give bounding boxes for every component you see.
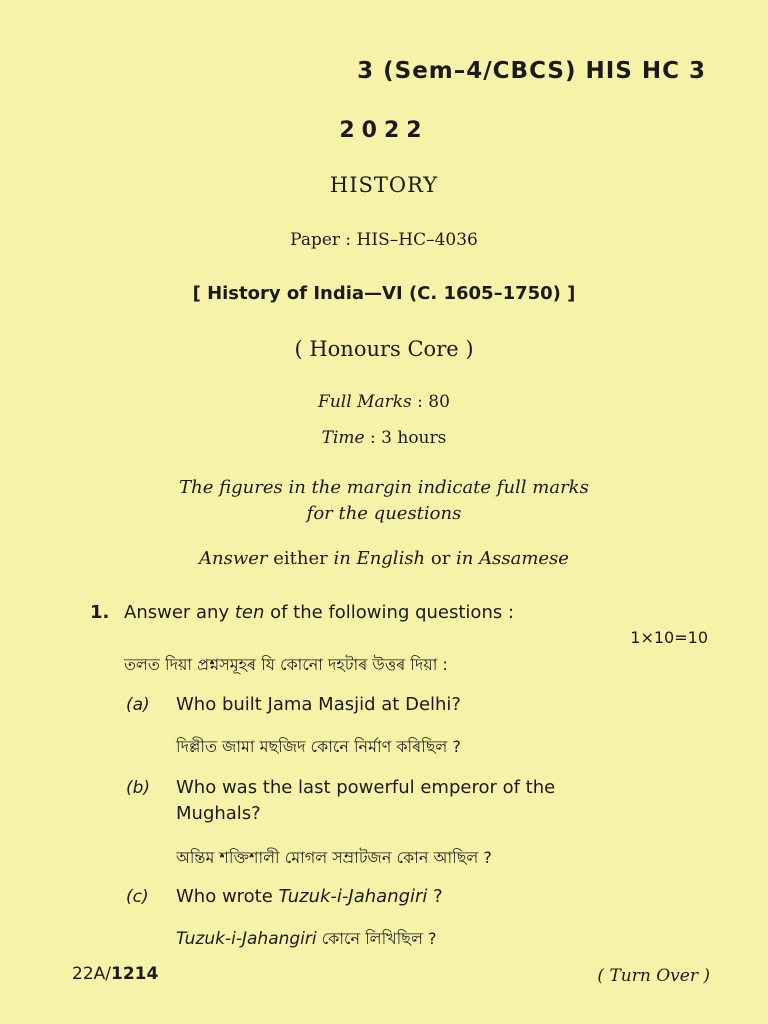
subq-c-assamese: [176, 926, 436, 953]
subq-b-label: (b): [126, 778, 151, 798]
margin-note-line1: The figures in the margin indicate full marks: [179, 477, 589, 498]
subq-b-assamese: অন্তিম শক্তিশালী মোগল সম্ৰাটজন কোন আছিল ?: [176, 848, 492, 867]
subq-b-english-line2: Mughals?: [176, 803, 261, 824]
question-instruction: [124, 602, 514, 623]
full-marks: [0, 392, 768, 412]
margin-note-line2: for the questions: [306, 503, 462, 524]
full-marks-label: Full Marks: [318, 392, 412, 412]
subq-c-english: [176, 886, 443, 907]
footer-code: [72, 964, 158, 984]
question-text-post: of the following questions :: [264, 602, 515, 623]
subject-title: HISTORY: [329, 173, 439, 197]
question-text-ten: ten: [234, 602, 265, 623]
subq-a-label: (a): [126, 695, 150, 715]
subq-b-english-line1: Who was the last powerful emperor of the: [176, 777, 556, 798]
subq-c-label: (c): [126, 887, 149, 907]
full-marks-value: : 80: [417, 392, 450, 412]
question-number: 1.: [90, 602, 110, 623]
lang-either: either: [267, 548, 334, 569]
paper-title: [ History of India—VI (C. 1605–1750) ]: [192, 283, 576, 304]
subq-a-assamese: দিল্লীত জামা মছজিদ কোনে নিৰ্মাণ কৰিছিল ?: [176, 737, 461, 756]
subq-c-assamese-post: কোনে লিখিছিল ?: [316, 929, 437, 948]
language-instruction: [0, 548, 768, 569]
lang-english: in English: [333, 548, 426, 569]
lang-assamese: in Assamese: [456, 548, 569, 569]
turn-over: ( Turn Over ): [597, 966, 710, 986]
lang-or: or: [425, 548, 457, 569]
time-label: Time: [321, 428, 365, 448]
paper-code: Paper : HIS–HC–4036: [290, 230, 478, 250]
footer-code-prefix: 22A/: [72, 964, 111, 984]
question-marks: 1×10=10: [630, 628, 708, 647]
question-text-pre: Answer any: [124, 602, 235, 623]
time-value: : 3 hours: [370, 428, 447, 448]
subq-a-english: Who built Jama Masjid at Delhi?: [176, 694, 461, 715]
exam-year: 2022: [339, 118, 429, 143]
subq-c-english-pre: Who wrote: [176, 886, 279, 907]
lang-answer: Answer: [199, 548, 268, 569]
question-instruction-assamese: তলত দিয়া প্ৰশ্নসমূহৰ যি কোনো দহটাৰ উত্তৰ দিয়া :: [124, 655, 448, 674]
subq-c-assamese-title: Tuzuk-i-Jahangiri: [176, 929, 317, 949]
exam-time: [0, 428, 768, 448]
subq-c-english-post: ?: [427, 886, 443, 907]
subq-c-english-title: Tuzuk-i-Jahangiri: [278, 886, 428, 907]
exam-code: 3 (Sem–4/CBCS) HIS HC 3: [357, 58, 706, 84]
course-type: ( Honours Core ): [294, 337, 474, 361]
footer-code-number: 1214: [111, 964, 159, 984]
